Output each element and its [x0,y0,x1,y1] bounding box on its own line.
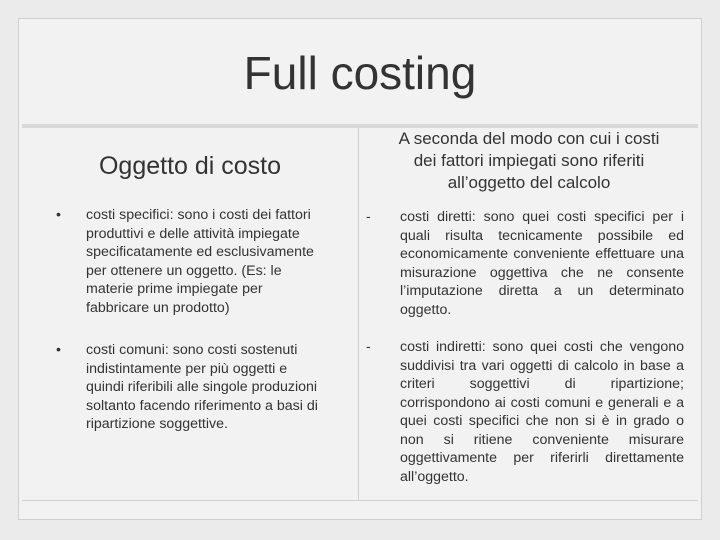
item-term: costi comuni [86,342,165,358]
item-text: : sono i costi dei fattori produttivi e delle attività impiegate specificatamente ed esclusivamente per ottenere un oggetto. (Es: le materie prime impiegate per fabbricare un prodotto) [86,207,314,316]
item-term: costi specifici [86,207,170,223]
dash-marker: - [366,339,371,355]
bullet-marker: • [56,342,61,358]
list-item [366,338,684,486]
item-text: : sono costi sostenuti indistintamente per più oggetti e quindi riferibili alle singole produzioni soltanto facendo riferimento a basi di ripartizione soggettive. [86,342,318,432]
title-area [22,20,698,128]
item-term: costi indiretti: [400,339,486,355]
right-column-header: A seconda del modo con cui i costi dei fattori impiegati sono riferiti all’oggetto del calcolo [398,129,660,192]
list-item [56,206,326,317]
bottom-divider [22,500,698,501]
list-item [56,341,326,434]
right-bullet-list [366,208,684,486]
dash-marker: - [366,209,371,225]
bullet-marker: • [56,207,61,223]
slide-title: Full costing [243,47,477,99]
left-bullet-list [56,206,326,434]
list-item [366,208,684,319]
item-term: costi diretti [400,209,472,225]
column-divider [358,128,359,500]
item-text: sono quei costi che vengono suddivisi tra vari oggetti di calcolo in base a criteri soggettivi di ripartizione; corrispondono ai costi comuni e generali e a quei costi specifici che non si è in grado o non si ritiene conveniente misurare oggettivamente per riferirli direttamente all’oggetto. [400,339,685,485]
left-column-header: Oggetto di costo [98,152,282,180]
item-text: : sono quei costi specifici per i quali risulta tecnicamente possibile ed economicamente conveniente effettuare una misurazione oggettiva che ne consente l’imputazione diretta a un determinato oggetto. [400,209,684,318]
